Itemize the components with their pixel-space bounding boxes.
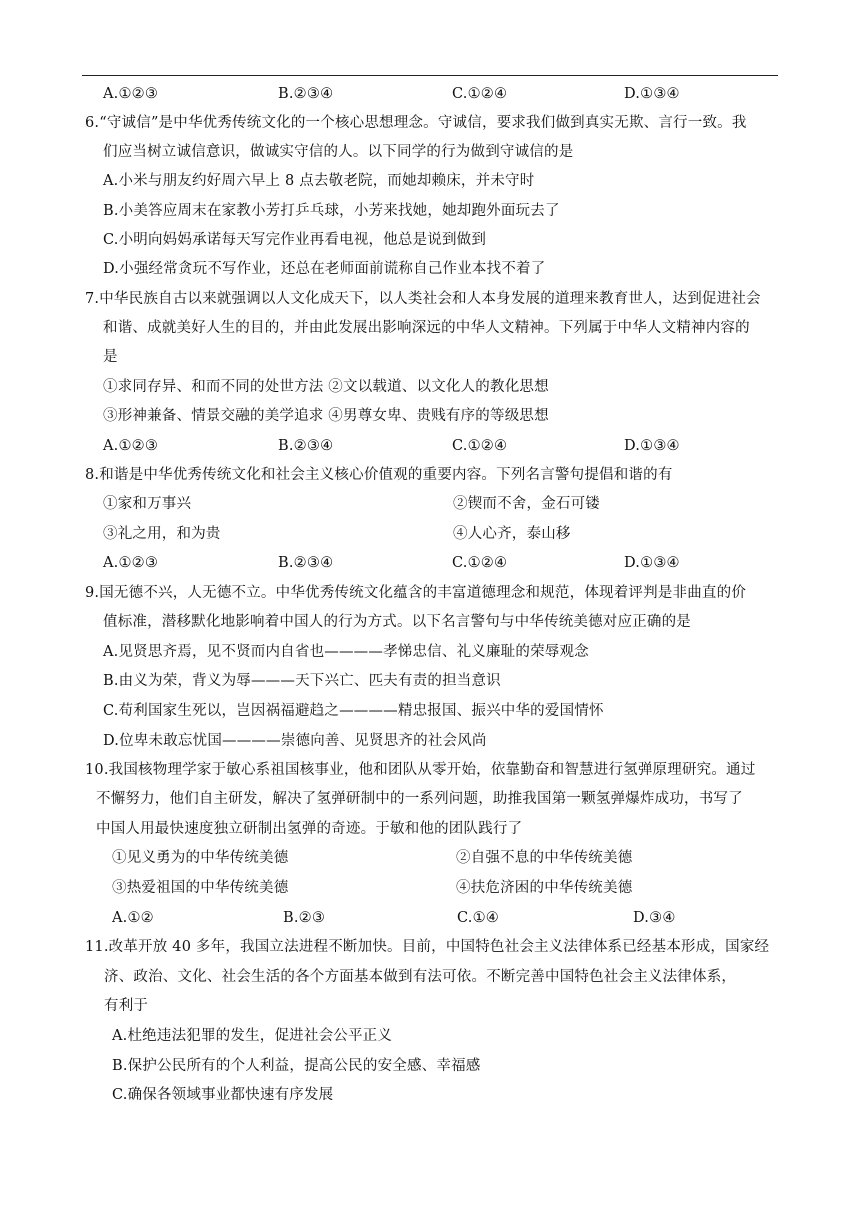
- question-stem: 8.和谐是中华优秀传统文化和社会主义核心价值观的重要内容。下列名言警句提倡和谐的有: [85, 467, 673, 483]
- statement-item: ①见义勇为的中华传统美德: [112, 850, 289, 866]
- statement-item: ①家和万事兴: [103, 496, 192, 512]
- option-b: B.②③④: [278, 555, 334, 571]
- option-c: C.确保各领域事业都快速有序发展: [112, 1087, 334, 1103]
- question-stem: 是: [103, 349, 118, 365]
- statement-item: ③礼之用，和为贵: [103, 526, 221, 542]
- option-a: A.①②: [112, 910, 154, 926]
- statement-item: ②自强不息的中华传统美德: [456, 850, 633, 866]
- statement-item: ②锲而不舍，金石可镂: [453, 496, 600, 512]
- question-stem: 中国人用最快速度独立研制出氢弹的奇迹。于敏和他的团队践行了: [96, 821, 523, 837]
- option-a: A.①②③: [103, 438, 159, 454]
- option-c: C.①②④: [452, 86, 508, 102]
- option-b: B.保护公民所有的个人利益，提高公民的安全感、幸福感: [112, 1058, 481, 1074]
- question-stem: 不懈努力，他们自主研发，解决了氢弹研制中的一系列问题，助推我国第一颗氢弹爆炸成功，书写了: [96, 791, 743, 807]
- statement-line: ①求同存异、和而不同的处世方法 ②文以载道、以文化人的教化思想: [103, 379, 549, 395]
- header-rule: [82, 75, 778, 76]
- option-d: D.小强经常贪玩不写作业，还总在老师面前谎称自己作业本找不着了: [103, 261, 546, 277]
- option-d: D.③④: [633, 910, 676, 926]
- option-b: B.小美答应周末在家教小芳打乒乓球，小芳来找她，她却跑外面玩去了: [103, 203, 560, 219]
- question-stem: 和谐、成就美好人生的目的，并由此发展出影响深远的中华人文精神。下列属于中华人文精神内容的: [103, 320, 750, 336]
- question-stem: 11.改革开放 40 多年，我国立法进程不断加快。目前，中国特色社会主义法律体系已经基本形成，国家经: [85, 939, 770, 955]
- option-c: C.①②④: [452, 438, 508, 454]
- option-b: B.由义为荣，背义为辱———天下兴亡、匹夫有责的担当意识: [103, 673, 501, 689]
- option-c: C.小明向妈妈承诺每天写完作业再看电视，他总是说到做到: [103, 232, 487, 248]
- question-stem: 9.国无德不兴，人无德不立。中华优秀传统文化蕴含的丰富道德理念和规范，体现着评判是非曲直的价: [85, 585, 747, 601]
- statement-item: ③热爱祖国的中华传统美德: [112, 880, 289, 896]
- statement-line: ③形神兼备、情景交融的美学追求 ④男尊女卑、贵贱有序的等级思想: [103, 408, 549, 424]
- option-b: B.②③④: [278, 438, 334, 454]
- option-d: D.①③④: [624, 438, 680, 454]
- question-stem: 7.中华民族自古以来就强调以人文化成天下，以人类社会和人本身发展的道理来教育世人，达到促进社会: [85, 291, 761, 307]
- statement-item: ④人心齐，泰山移: [453, 526, 571, 542]
- question-stem: 10.我国核物理学家于敏心系祖国核事业，他和团队从零开始，依靠勤奋和智慧进行氢弹原理研究。通过: [85, 762, 756, 778]
- question-stem: 6.“守诚信”是中华优秀传统文化的一个核心思想理念。守诚信，要求我们做到真实无欺、言行一致。我: [85, 115, 747, 131]
- option-d: D.①③④: [624, 86, 680, 102]
- option-a: A.见贤思齐焉，见不贤而内自省也————孝悌忠信、礼义廉耻的荣辱观念: [103, 644, 589, 660]
- option-c: C.苟利国家生死以，岂因祸福避趋之————精忠报国、振兴中华的爱国情怀: [103, 703, 604, 719]
- option-d: D.位卑未敢忘忧国————崇德向善、见贤思齐的社会风尚: [103, 733, 487, 749]
- option-c: C.①②④: [452, 555, 508, 571]
- statement-item: ④扶危济困的中华传统美德: [456, 880, 633, 896]
- question-stem: 值标准，潜移默化地影响着中国人的行为方式。以下名言警句与中华传统美德对应正确的是: [103, 614, 691, 630]
- question-stem: 济、政治、文化、社会生活的各个方面基本做到有法可依。不断完善中国特色社会主义法律体系，: [104, 969, 737, 985]
- option-a: A.①②③: [103, 555, 159, 571]
- question-stem: 们应当树立诚信意识，做诚实守信的人。以下同学的行为做到守诚信的是: [103, 144, 574, 160]
- question-stem: 有利于: [104, 998, 149, 1014]
- option-b: B.②③: [283, 910, 326, 926]
- option-c: C.①④: [457, 910, 499, 926]
- option-a: A.小米与朋友约好周六早上 8 点去敬老院，而她却赖床，并未守时: [103, 173, 535, 189]
- option-b: B.②③④: [278, 86, 334, 102]
- option-d: D.①③④: [624, 555, 680, 571]
- option-a: A.杜绝违法犯罪的发生，促进社会公平正义: [112, 1028, 393, 1044]
- option-a: A.①②③: [103, 86, 159, 102]
